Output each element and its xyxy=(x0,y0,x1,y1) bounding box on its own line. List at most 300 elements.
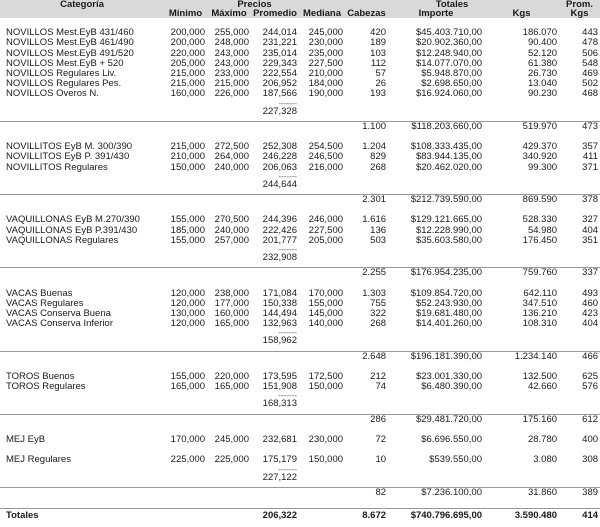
minimo-cell: 160,000 xyxy=(170,89,205,100)
empty-cell xyxy=(164,121,207,132)
subtotal-dashes: ------- xyxy=(278,99,297,107)
empty-cell xyxy=(559,180,600,190)
maximo-cell: 238,000 xyxy=(214,288,249,299)
kgs-cell: 13.040 xyxy=(527,79,558,90)
empty-cell xyxy=(559,107,600,117)
subtotal-cabezas: 286 xyxy=(370,414,387,425)
empty-cell xyxy=(0,253,164,263)
empty-cell xyxy=(559,473,600,483)
col-header-kgs: Kgs xyxy=(484,9,559,18)
table-row xyxy=(0,28,600,38)
prom-kgs-cell: 327 xyxy=(582,215,599,226)
promedio-cell: 187,566 xyxy=(262,89,297,100)
table-row xyxy=(0,236,600,246)
maximo-cell: 245,000 xyxy=(214,435,249,446)
minimo-cell: 215,000 xyxy=(170,69,205,79)
table-body xyxy=(0,18,600,522)
empty-cell xyxy=(484,107,559,117)
kgs-cell: 136.210 xyxy=(522,309,558,320)
subtotal-dashes: ------- xyxy=(278,329,297,337)
mediana-cell: 170,000 xyxy=(308,288,344,299)
empty-cell xyxy=(345,329,388,336)
subtotal-promedio: 227,122 xyxy=(262,472,297,483)
prom-kgs-cell: 371 xyxy=(582,162,599,173)
maximo-cell: 257,000 xyxy=(214,235,249,246)
empty-cell xyxy=(388,180,484,190)
empty-cell xyxy=(207,351,251,362)
importe-cell: $45.403.710,00 xyxy=(415,28,483,39)
table-row xyxy=(0,38,600,48)
category-cell: NOVILLITOS EyB P. 391/430 xyxy=(6,152,130,163)
empty-cell xyxy=(388,107,484,117)
empty-cell xyxy=(559,392,600,399)
importe-cell: $20.462.020,00 xyxy=(415,162,483,173)
blank-cell xyxy=(0,425,600,435)
subtotal-cabezas: 82 xyxy=(375,487,387,498)
promedio-cell: 201,777 xyxy=(262,235,297,246)
empty-cell xyxy=(484,473,559,483)
blank-row xyxy=(0,498,600,509)
empty-cell xyxy=(207,414,251,425)
cabezas-cell: 212 xyxy=(370,372,387,383)
empty-cell xyxy=(299,329,345,336)
prom-kgs-cell: 308 xyxy=(582,455,599,466)
table-row xyxy=(0,215,600,225)
empty-cell xyxy=(299,487,345,498)
col-header-importe: Importe xyxy=(388,9,484,18)
prom-kgs-cell: 351 xyxy=(582,235,599,246)
empty-cell xyxy=(0,100,164,107)
promedio-cell: 252,308 xyxy=(262,142,297,153)
kgs-cell: 52.120 xyxy=(527,48,558,59)
empty-cell xyxy=(345,473,388,483)
table-row xyxy=(0,59,600,69)
prom-kgs-cell: 404 xyxy=(582,225,599,236)
empty-cell xyxy=(299,414,345,425)
empty-cell xyxy=(207,195,251,206)
kgs-cell: 132.500 xyxy=(522,372,558,383)
empty-cell xyxy=(388,253,484,263)
empty-cell xyxy=(251,121,299,132)
empty-cell xyxy=(345,399,388,409)
empty-cell xyxy=(164,329,207,336)
subtotal-kgs: 1.234.140 xyxy=(514,351,558,362)
col-header-precios: Precios xyxy=(164,0,345,9)
importe-cell: $6.480.390,00 xyxy=(421,382,483,393)
category-cell: VAQUILLONAS Regulares xyxy=(6,235,119,246)
empty-cell xyxy=(207,100,251,107)
importe-cell: $35.603.580,00 xyxy=(415,235,483,246)
subtotal-dash-row xyxy=(0,392,600,399)
empty-cell xyxy=(0,336,164,346)
col-header-blank xyxy=(0,9,164,18)
blank-row xyxy=(0,18,600,28)
promedio-cell: 206,063 xyxy=(262,162,297,173)
category-cell: MEJ Regulares xyxy=(6,455,71,466)
empty-cell xyxy=(299,268,345,279)
totals-label: Totales xyxy=(0,509,164,523)
empty-cell xyxy=(299,336,345,346)
cabezas-cell: 420 xyxy=(370,28,387,39)
category-cell: MEJ EyB xyxy=(6,435,46,446)
importe-cell: $20.902.360,00 xyxy=(415,38,483,49)
mediana-cell: 172,500 xyxy=(308,372,344,383)
subtotal-dash-row xyxy=(0,466,600,473)
category-cell: NOVILLOS Regulares Pes. xyxy=(6,79,122,90)
prom-kgs-cell: 469 xyxy=(582,69,599,79)
cabezas-cell: 189 xyxy=(370,38,387,49)
kgs-cell: 176.450 xyxy=(522,235,558,246)
empty-cell xyxy=(484,329,559,336)
maximo-cell: 248,000 xyxy=(214,38,249,49)
subtotal-promedio: 158,962 xyxy=(262,336,297,347)
category-cell: NOVILLOS Mest.EyB + 520 xyxy=(6,58,124,69)
subtotal-kgs: 519.970 xyxy=(522,121,558,132)
empty-cell xyxy=(0,414,164,425)
empty-cell xyxy=(388,329,484,336)
subtotal-row xyxy=(0,351,600,362)
empty-cell xyxy=(207,268,251,279)
subtotal-dashes: ------- xyxy=(278,246,297,254)
empty-cell xyxy=(484,466,559,473)
table-row xyxy=(0,89,600,99)
empty-cell xyxy=(0,268,164,279)
empty-cell xyxy=(484,180,559,190)
subtotal-promedio: 227,328 xyxy=(262,106,297,117)
empty-cell xyxy=(164,173,207,180)
cabezas-cell: 74 xyxy=(375,382,387,393)
empty-cell xyxy=(251,268,299,279)
subtotal-prom-kgs: 389 xyxy=(582,487,599,498)
table-row xyxy=(0,435,600,445)
empty-cell xyxy=(345,336,388,346)
empty-cell xyxy=(345,173,388,180)
mediana-cell: 230,000 xyxy=(308,38,344,49)
cabezas-cell: 112 xyxy=(370,58,387,69)
empty-cell xyxy=(207,173,251,180)
col-header-totales: Totales xyxy=(345,0,559,9)
subtotal-prom-kgs: 612 xyxy=(582,414,599,425)
prom-kgs-cell: 404 xyxy=(582,319,599,330)
table-header xyxy=(0,0,600,18)
empty-cell xyxy=(388,173,484,180)
kgs-cell: 99.300 xyxy=(527,162,558,173)
empty-cell xyxy=(345,180,388,190)
empty-cell xyxy=(164,195,207,206)
importe-cell: $2.698.650,00 xyxy=(421,79,483,90)
empty-cell xyxy=(164,487,207,498)
empty-cell xyxy=(207,392,251,399)
table-row xyxy=(0,226,600,236)
mediana-cell: 227,500 xyxy=(308,58,344,69)
mediana-cell: 150,000 xyxy=(308,455,344,466)
empty-cell xyxy=(299,100,345,107)
subtotal-cabezas: 2.255 xyxy=(362,267,387,279)
empty-cell xyxy=(559,329,600,336)
empty-cell xyxy=(388,399,484,409)
kgs-cell: 90.400 xyxy=(527,38,558,49)
subtotal-cabezas: 1.100 xyxy=(362,121,387,132)
prom-kgs-cell: 400 xyxy=(582,435,599,446)
mediana-cell: 246,000 xyxy=(308,215,344,226)
cabezas-cell: 57 xyxy=(375,69,387,79)
subtotal-dash-row xyxy=(0,329,600,336)
subtotal-cabezas: 2.301 xyxy=(362,194,387,206)
prom-kgs-cell: 468 xyxy=(582,89,599,100)
empty-cell xyxy=(164,336,207,346)
blank-cell xyxy=(0,362,600,372)
col-header-mediana: Mediana xyxy=(299,9,345,18)
empty-cell xyxy=(207,180,251,190)
subtotal-importe: $176.954.235,00 xyxy=(410,267,483,279)
subtotal-dashes: ------- xyxy=(278,392,297,400)
kgs-cell: 528.330 xyxy=(522,215,558,226)
empty-cell xyxy=(559,399,600,409)
empty-cell xyxy=(559,336,600,346)
empty-cell xyxy=(388,336,484,346)
minimo-cell: 150,000 xyxy=(170,162,205,173)
empty-cell xyxy=(207,336,251,346)
minimo-cell: 220,000 xyxy=(170,48,205,59)
importe-cell: $12.228.990,00 xyxy=(415,225,483,236)
category-cell: VACAS Conserva Inferior xyxy=(6,319,114,330)
importe-cell: $5.948.870,00 xyxy=(421,69,483,79)
empty-cell xyxy=(207,121,251,132)
empty-cell xyxy=(164,392,207,399)
cabezas-cell: 103 xyxy=(370,48,387,59)
minimo-cell: 120,000 xyxy=(170,298,205,309)
empty-cell xyxy=(388,466,484,473)
cabezas-cell: 72 xyxy=(375,435,387,446)
subtotal-prom-kgs: 337 xyxy=(582,267,599,279)
totals-row xyxy=(0,509,600,523)
empty-cell xyxy=(299,399,345,409)
blank-row xyxy=(0,445,600,455)
kgs-cell: 340.920 xyxy=(522,152,558,163)
empty-cell xyxy=(299,466,345,473)
prom-kgs-cell: 493 xyxy=(582,288,599,299)
empty-cell xyxy=(164,414,207,425)
subtotal-importe: $196.181.390,00 xyxy=(410,351,483,362)
subtotal-dash-row xyxy=(0,173,600,180)
col-header-prom: Prom. xyxy=(559,0,600,9)
promedio-cell: 229,343 xyxy=(262,58,297,69)
minimo-cell: 120,000 xyxy=(170,288,205,299)
mediana-cell: 254,500 xyxy=(308,142,344,153)
empty-cell xyxy=(484,399,559,409)
cabezas-cell: 1.616 xyxy=(362,215,387,226)
subtotal-kgs: 175.160 xyxy=(522,414,558,425)
cabezas-cell: 755 xyxy=(370,298,387,309)
importe-cell: $23.001.330,00 xyxy=(415,372,483,383)
empty-cell xyxy=(0,180,164,190)
subtotal-importe: $7.236.100,00 xyxy=(421,487,483,498)
promedio-cell: 244,396 xyxy=(262,215,297,226)
empty-cell xyxy=(207,466,251,473)
prom-kgs-cell: 443 xyxy=(582,28,599,39)
empty-cell xyxy=(0,246,164,253)
empty-cell xyxy=(164,268,207,279)
prom-kgs-cell: 478 xyxy=(582,38,599,49)
totals-importe: $740.796.695,00 xyxy=(388,509,484,523)
cabezas-cell: 10 xyxy=(375,455,387,466)
col-header-prom-kgs: Kgs xyxy=(559,9,600,18)
empty-cell xyxy=(207,329,251,336)
minimo-cell: 155,000 xyxy=(170,215,205,226)
empty-cell xyxy=(299,173,345,180)
maximo-cell: 165,000 xyxy=(214,319,249,330)
empty-cell xyxy=(345,392,388,399)
cabezas-cell: 1.303 xyxy=(362,288,387,299)
empty-cell xyxy=(388,473,484,483)
maximo-cell: 243,000 xyxy=(214,48,249,59)
category-cell: NOVILLOS Mest.EyB 461/490 xyxy=(6,38,134,49)
subtotal-dashes: ------- xyxy=(278,172,297,180)
mediana-cell: 245,000 xyxy=(308,28,344,39)
table-row xyxy=(0,163,600,173)
promedio-cell: 173,595 xyxy=(262,372,297,383)
empty-cell xyxy=(299,509,345,523)
promedio-cell: 246,228 xyxy=(262,152,297,163)
blank-cell xyxy=(0,132,600,142)
totals-promedio: 206,322 xyxy=(251,509,299,523)
maximo-cell: 220,000 xyxy=(214,372,249,383)
kgs-cell: 54.980 xyxy=(527,225,558,236)
empty-cell xyxy=(164,473,207,483)
promedio-cell: 222,426 xyxy=(262,225,297,236)
empty-cell xyxy=(484,336,559,346)
empty-cell xyxy=(299,392,345,399)
empty-cell xyxy=(164,180,207,190)
blank-cell xyxy=(0,498,600,509)
subtotal-importe: $212.739.590,00 xyxy=(410,194,483,206)
col-header-promedio: Promedio xyxy=(251,9,299,18)
mediana-cell: 205,000 xyxy=(308,235,344,246)
blank-row xyxy=(0,362,600,372)
col-header-minimo: Mínimo xyxy=(164,9,207,18)
empty-cell xyxy=(207,509,251,523)
category-cell: NOVILLOS Regulares Liv. xyxy=(6,69,117,79)
empty-cell xyxy=(559,466,600,473)
minimo-cell: 225,000 xyxy=(170,455,205,466)
empty-cell xyxy=(164,351,207,362)
category-cell: VAQUILLONAS EyB M.270/390 xyxy=(6,215,140,226)
mediana-cell: 246,500 xyxy=(308,152,344,163)
empty-cell xyxy=(345,246,388,253)
kgs-cell: 3.080 xyxy=(533,455,558,466)
empty-cell xyxy=(207,487,251,498)
empty-cell xyxy=(164,100,207,107)
promedio-cell: 206,952 xyxy=(262,79,297,90)
importe-cell: $14.401.260,00 xyxy=(415,319,483,330)
importe-cell: $6.696.550,00 xyxy=(421,435,483,446)
mediana-cell: 216,000 xyxy=(308,162,344,173)
empty-cell xyxy=(299,107,345,117)
subtotal-promedio-row xyxy=(0,399,600,409)
importe-cell: $16.924.060,00 xyxy=(415,89,483,100)
blank-row xyxy=(0,425,600,435)
empty-cell xyxy=(251,487,299,498)
empty-cell xyxy=(207,473,251,483)
empty-cell xyxy=(164,107,207,117)
importe-cell: $14.077.070,00 xyxy=(415,58,483,69)
table-row xyxy=(0,309,600,319)
maximo-cell: 226,000 xyxy=(214,89,249,100)
promedio-cell: 244,014 xyxy=(262,28,297,39)
minimo-cell: 210,000 xyxy=(170,152,205,163)
minimo-cell: 185,000 xyxy=(170,225,205,236)
empty-cell xyxy=(388,100,484,107)
blank-cell xyxy=(0,18,600,28)
category-cell: VAQUILLONAS EyB P.391/430 xyxy=(6,225,138,236)
empty-cell xyxy=(0,487,164,498)
empty-cell xyxy=(164,509,207,523)
subtotal-promedio: 232,908 xyxy=(262,253,297,264)
empty-cell xyxy=(164,466,207,473)
col-header-cabezas: Cabezas xyxy=(345,9,388,18)
empty-cell xyxy=(484,253,559,263)
subtotal-promedio: 244,644 xyxy=(262,179,297,190)
blank-row xyxy=(0,132,600,142)
subtotal-prom-kgs: 466 xyxy=(582,351,599,362)
mediana-cell: 145,000 xyxy=(308,309,344,320)
subtotal-promedio-row xyxy=(0,253,600,263)
table-row xyxy=(0,382,600,392)
subtotal-importe: $29.481.720,00 xyxy=(415,414,483,425)
empty-cell xyxy=(0,121,164,132)
category-cell: NOVILLOS Mest.EyB 431/460 xyxy=(6,28,134,39)
col-header-maximo: Máximo xyxy=(207,9,251,18)
empty-cell xyxy=(251,351,299,362)
empty-cell xyxy=(0,399,164,409)
empty-cell xyxy=(251,195,299,206)
maximo-cell: 240,000 xyxy=(214,162,249,173)
category-cell: VACAS Buenas xyxy=(6,288,73,299)
subtotal-kgs: 31.860 xyxy=(527,487,558,498)
prom-kgs-cell: 423 xyxy=(582,309,599,320)
maximo-cell: 264,000 xyxy=(214,152,249,163)
empty-cell xyxy=(345,253,388,263)
subtotal-kgs: 869.590 xyxy=(522,194,558,206)
category-cell: NOVILLOS Overos N. xyxy=(6,89,99,100)
cabezas-cell: 193 xyxy=(370,89,387,100)
cabezas-cell: 1.204 xyxy=(362,142,387,153)
maximo-cell: 165,000 xyxy=(214,382,249,393)
table-row xyxy=(0,319,600,329)
minimo-cell: 120,000 xyxy=(170,319,205,330)
maximo-cell: 255,000 xyxy=(214,28,249,39)
prom-kgs-cell: 576 xyxy=(582,382,599,393)
totals-cabezas: 8.672 xyxy=(345,509,388,523)
importe-cell: $129.121.665,00 xyxy=(410,215,483,226)
mediana-cell: 227,500 xyxy=(308,225,344,236)
minimo-cell: 200,000 xyxy=(170,28,205,39)
kgs-cell: 42.660 xyxy=(527,382,558,393)
empty-cell xyxy=(299,180,345,190)
minimo-cell: 170,000 xyxy=(170,435,205,446)
totals-prom-kgs: 414 xyxy=(559,509,600,523)
kgs-cell: 28.780 xyxy=(527,435,558,446)
maximo-cell: 272,500 xyxy=(214,142,249,153)
empty-cell xyxy=(559,173,600,180)
promedio-cell: 222,554 xyxy=(262,69,297,79)
subtotal-kgs: 759.760 xyxy=(522,267,558,279)
empty-cell xyxy=(559,100,600,107)
subtotal-promedio-row xyxy=(0,336,600,346)
subtotal-promedio-row xyxy=(0,107,600,117)
maximo-cell: 177,000 xyxy=(214,298,249,309)
empty-cell xyxy=(0,107,164,117)
